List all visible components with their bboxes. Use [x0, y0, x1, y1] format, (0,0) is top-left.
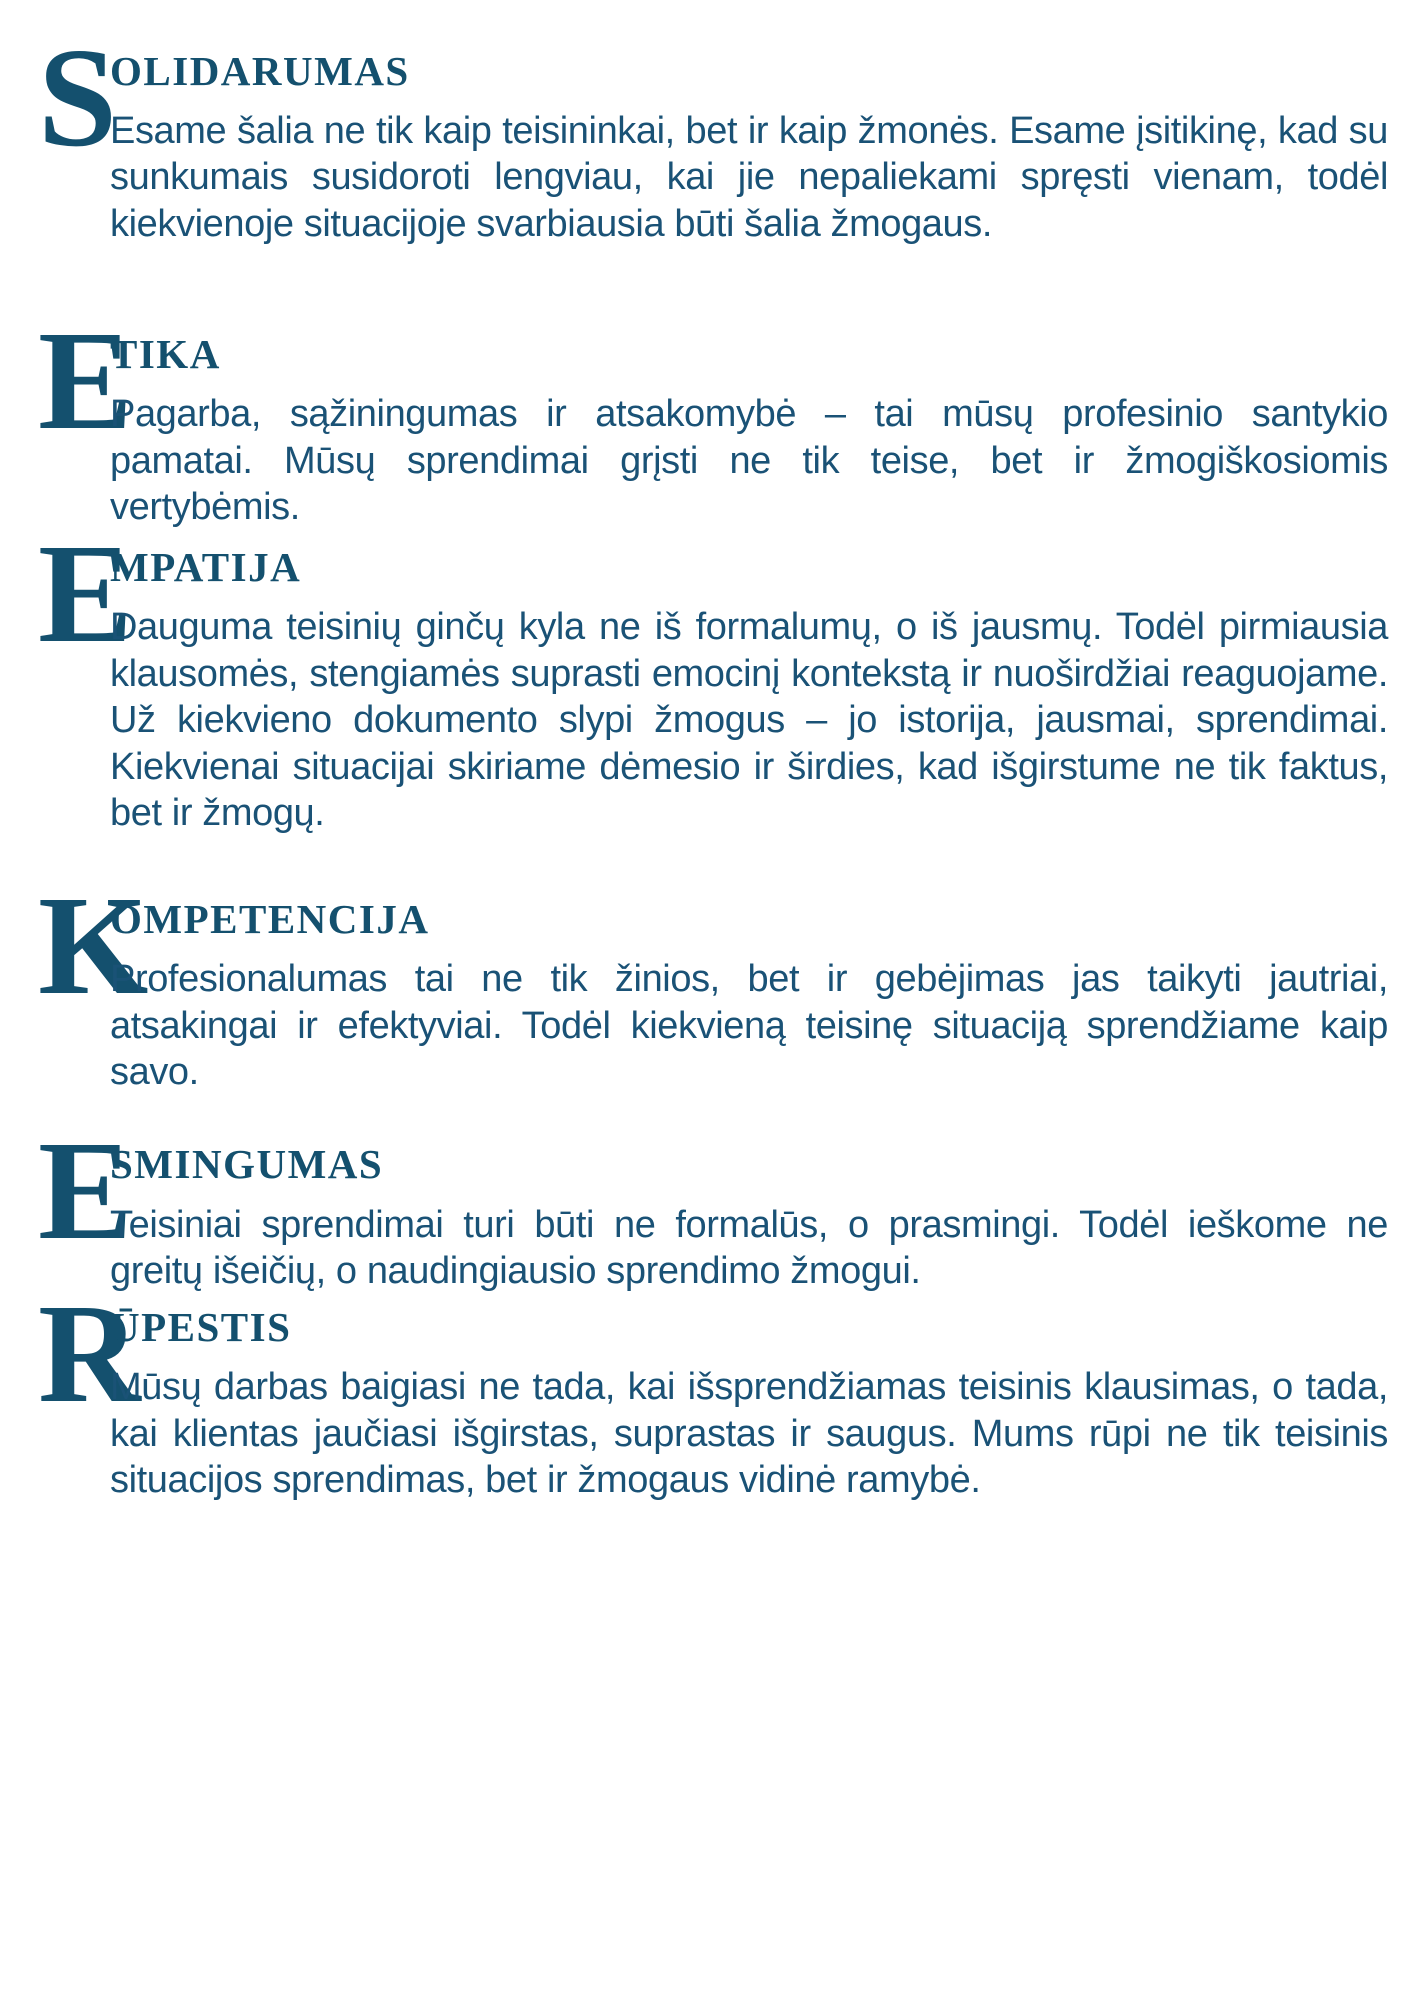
section-paragraph: Profesionalumas tai ne tik žinios, bet ir gebėjimas jas taikyti jautriai, atsakingai ir efektyviai. Todėl kiekvieną teisinę situaciją sprendžiame kaip savo. [110, 958, 1388, 1094]
dropcap-column [38, 18, 117, 176]
section-heading: TIKA [110, 331, 221, 378]
value-section-empatija [38, 514, 1388, 836]
section-paragraph: Mūsų darbas baigiasi ne tada, kai išsprendžiamas teisinis klausimas, o tada, kai klientas jaučiasi išgirstas, suprastas ir saugus. Mums rūpi ne tik teisinis situacijos sprendimas, bet ir žmogaus vidinė ramybė. [110, 1366, 1388, 1502]
section-content [110, 890, 1388, 1095]
dropcap-letter: E [38, 1111, 133, 1270]
section-content [110, 325, 1388, 530]
dropcap-column [38, 301, 133, 460]
section-heading: MPATIJA [110, 544, 302, 591]
dropcap-column [38, 1111, 133, 1270]
value-section-rupestis [38, 1274, 1388, 1503]
value-section-solidarumas [38, 18, 1388, 247]
dropcap-letter: E [38, 514, 133, 673]
section-heading: OLIDARUMAS [110, 48, 410, 94]
section-heading: SMINGUMAS [110, 1141, 384, 1188]
section-content [110, 1135, 1388, 1294]
value-section-etika [38, 301, 1388, 530]
section-content [110, 1298, 1388, 1503]
value-section-kompetencija [38, 866, 1388, 1095]
section-paragraph: Pagarba, sąžiningumas ir atsakomybė – tai mūsų profesinio santykio pamatai. Mūsų sprendimai grįsti ne tik teise, bet ir žmogiškosiomis vertybėmis. [110, 393, 1388, 528]
section-paragraph: Esame šalia ne tik kaip teisininkai, bet ir kaip žmonės. Esame įsitikinę, kad su sunkumais susidoroti lengviau, kai jie nepaliekami spręsti vienam, todėl kiekvienoje situacijoje svarbiausia būti šalia žmogaus. [110, 110, 1388, 245]
section-content [110, 42, 1388, 247]
dropcap-letter: S [38, 18, 117, 176]
dropcap-column [38, 866, 149, 1025]
section-heading: ŪPESTIS [110, 1304, 292, 1351]
section-paragraph: Dauguma teisinių ginčų kyla ne iš formalumų, o iš jausmų. Todėl pirmiausia klausomės, stengiamės suprasti emocinį kontekstą ir nuoširdžiai reaguojame. Už kiekvieno dokumento slypi žmogus – jo istorija, jausmai, sprendimai. Kiekvienai situacijai skiriame dėmesio ir širdies, kad išgirstume ne tik faktus, bet ir žmogų. [110, 606, 1388, 834]
dropcap-letter: E [38, 301, 133, 460]
section-content [110, 538, 1388, 836]
value-section-esmingumas [38, 1111, 1388, 1294]
dropcap-letter: K [38, 866, 149, 1025]
dropcap-column [38, 1274, 141, 1433]
section-paragraph: Teisiniai sprendimai turi būti ne formalūs, o prasmingi. Todėl ieškome ne greitų išeičių, o naudingiausio sprendimo žmogui. [110, 1203, 1388, 1292]
dropcap-letter: R [38, 1274, 141, 1433]
dropcap-column [38, 514, 133, 673]
section-heading: OMPETENCIJA [110, 896, 430, 943]
